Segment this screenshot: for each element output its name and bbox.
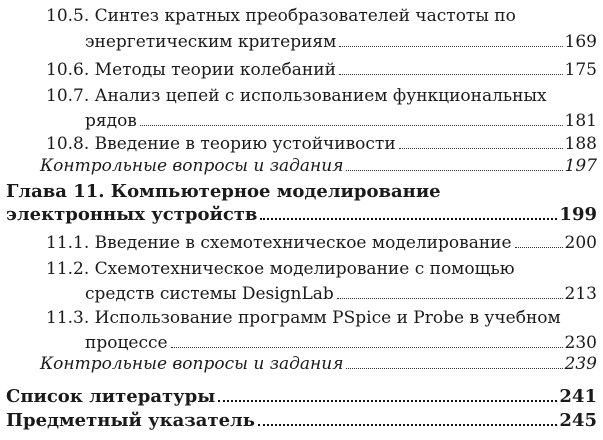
toc-page-number: 241 [559, 386, 597, 407]
toc-title: 10.7. Анализ цепей с использованием функциональных [46, 86, 547, 106]
toc-page-number: 197 [564, 156, 597, 176]
toc-entry-11-1[interactable] [46, 232, 597, 254]
toc-title: средств системы DesignLab [85, 284, 334, 304]
leader-dots [337, 298, 563, 299]
toc-entry-review-10[interactable] [40, 155, 597, 177]
toc-page-number: 188 [564, 134, 597, 154]
chapter-title: электронных устройств [6, 204, 258, 225]
toc-title: Предметный указатель [6, 410, 255, 431]
toc-title: 11.1. Введение в схемотехническое моделирование [46, 233, 512, 253]
toc-title: 10.6. Методы теории колебаний [46, 60, 336, 80]
toc-title: рядов [85, 111, 137, 131]
leader-dots [218, 400, 557, 402]
toc-entry-11-3-line1 [46, 307, 561, 329]
toc-entry-10-8[interactable] [46, 133, 597, 155]
toc-entry-11-3[interactable] [85, 332, 597, 354]
leader-dots [515, 247, 563, 248]
leader-dots [171, 347, 563, 348]
toc-page-number: 169 [564, 32, 597, 52]
toc-page-number: 175 [564, 60, 597, 80]
leader-dots [346, 170, 562, 171]
leader-dots [346, 368, 562, 369]
toc-title: 11.3. Использование программ PSpice и Probe в учебном [46, 308, 561, 328]
toc-entry-10-7[interactable] [85, 110, 597, 132]
toc-entry-10-7-line1 [46, 85, 547, 107]
leader-dots [140, 125, 563, 126]
toc-title: 11.2. Схемотехническое моделирование с помощью [46, 259, 515, 279]
toc-entry-review-11[interactable] [40, 353, 597, 375]
toc-bibliography[interactable] [6, 386, 597, 408]
toc-title: 10.5. Синтез кратных преобразователей частоты по [46, 6, 516, 26]
toc-page-number: 181 [564, 111, 597, 131]
toc-page-number: 213 [564, 284, 597, 304]
toc-title: Список литературы [6, 386, 216, 407]
toc-entry-10-6[interactable] [46, 59, 597, 81]
leader-dots [260, 218, 557, 220]
toc-page-number: 200 [564, 233, 597, 253]
toc-title: Контрольные вопросы и задания [40, 354, 344, 374]
toc-title: процессе [85, 333, 168, 353]
chapter-title: Глава 11. Компьютерное моделирование [6, 181, 441, 202]
toc-chapter-11-line1 [6, 181, 441, 203]
toc-page-number: 230 [564, 333, 597, 353]
toc-page-number: 199 [559, 204, 597, 225]
toc-title: Контрольные вопросы и задания [40, 156, 344, 176]
leader-dots [258, 424, 557, 426]
leader-dots [339, 74, 563, 75]
leader-dots [339, 46, 562, 47]
toc-chapter-11[interactable] [6, 204, 597, 226]
toc-entry-11-2[interactable] [85, 283, 597, 305]
leader-dots [399, 148, 563, 149]
toc-entry-10-5[interactable] [85, 31, 597, 53]
toc-page-number: 239 [564, 354, 597, 374]
toc-entry-11-2-line1 [46, 258, 515, 280]
toc-entry-10-5-line1 [46, 5, 516, 27]
toc-subject-index[interactable] [6, 410, 597, 432]
toc-page-number: 245 [559, 410, 597, 431]
toc-title: энергетическим критериям [85, 32, 337, 52]
toc-title: 10.8. Введение в теорию устойчивости [46, 134, 396, 154]
